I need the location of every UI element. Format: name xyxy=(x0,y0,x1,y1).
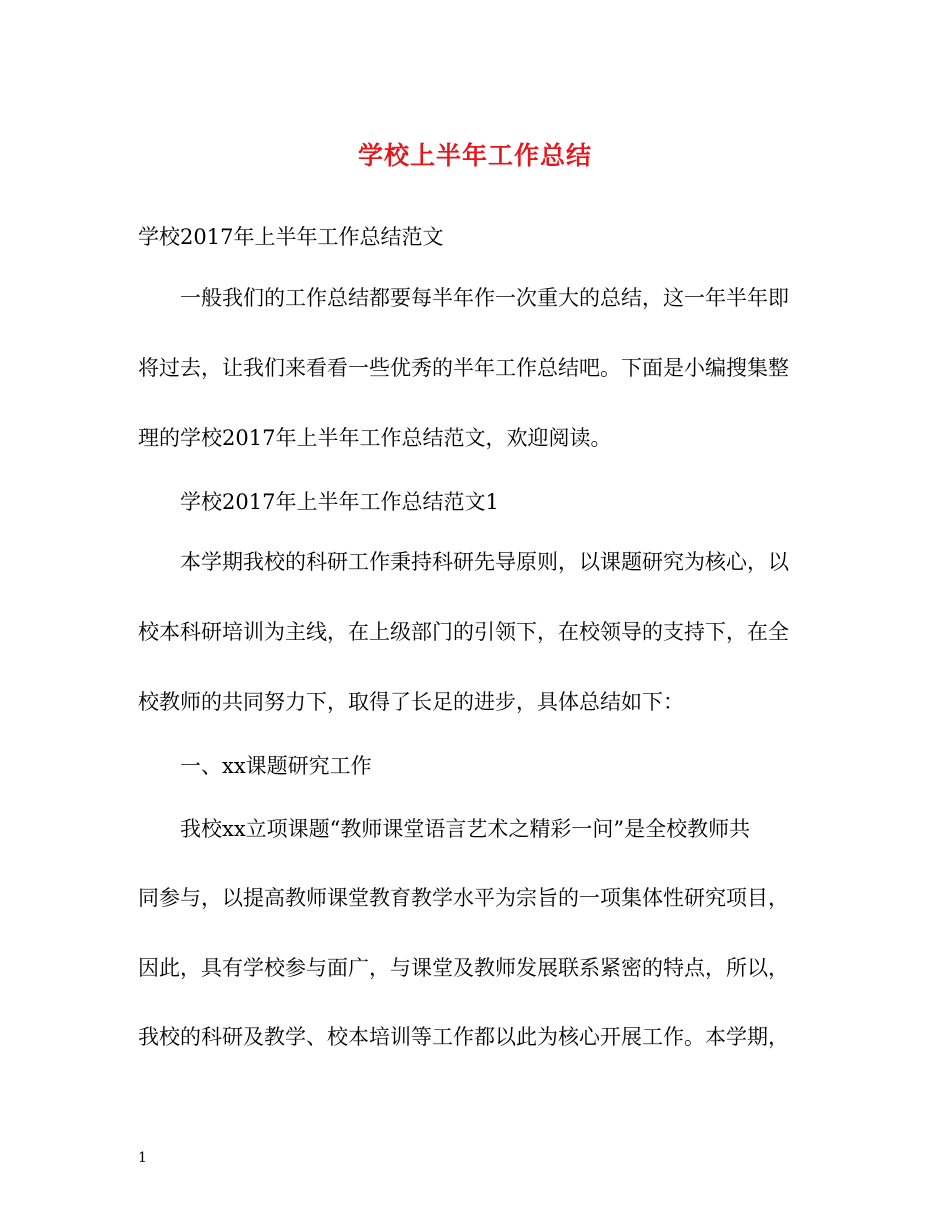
paragraph-line-3: 理的学校2017年上半年工作总结范文，欢迎阅读。 xyxy=(138,426,612,450)
section-heading-2: 一、xx课题研究工作 xyxy=(180,754,372,778)
paragraph-line-5: 本学期我校的科研工作秉持科研先导原则，以课题研究为核心，以 xyxy=(180,550,789,574)
subtitle-line: 学校2017年上半年工作总结范文 xyxy=(138,225,444,249)
paragraph-line-6: 校本科研培训为主线，在上级部门的引领下，在校领导的支持下，在全 xyxy=(138,620,789,644)
paragraph-line-12: 我校的科研及教学、校本培训等工作都以此为核心开展工作。本学期， xyxy=(138,1025,789,1049)
paragraph-line-2: 将过去，让我们来看看一些优秀的半年工作总结吧。下面是小编搜集整 xyxy=(138,356,789,380)
section-heading-1: 学校2017年上半年工作总结范文1 xyxy=(180,490,499,514)
paragraph-line-11: 因此，具有学校参与面广，与课堂及教师发展联系紧密的特点，所以， xyxy=(138,956,789,980)
paragraph-line-10: 同参与，以提高教师课堂教育教学水平为宗旨的一项集体性研究项目， xyxy=(138,886,789,910)
document-title: 学校上半年工作总结 xyxy=(357,141,592,170)
paragraph-line-9: 我校xx立项课题“教师课堂语言艺术之精彩一问”是全校教师共 xyxy=(180,817,751,841)
paragraph-line-1: 一般我们的工作总结都要每半年作一次重大的总结，这一年半年即 xyxy=(180,286,789,310)
page-number: 1 xyxy=(138,1150,147,1166)
paragraph-line-7: 校教师的共同努力下，取得了长足的进步，具体总结如下： xyxy=(138,690,684,714)
